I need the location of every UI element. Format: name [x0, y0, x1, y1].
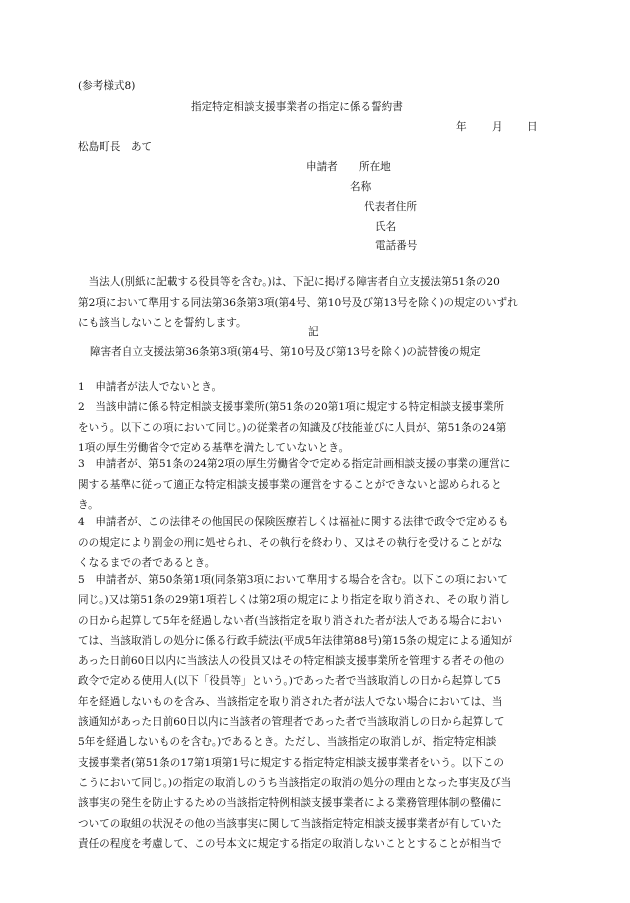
item-line: ついての取組の状況その他の当該事実に関して当該指定特定相談支援事業者が有していた: [78, 817, 502, 830]
item-line: 年を経過しないものを含み、当該指定を取り消された者が法人でない場合においては、当: [78, 695, 503, 708]
addressee: 松島町長 あて: [78, 141, 153, 153]
item-line: 政令で定める使用人(以下「役員等」という。)であった者で当該取消しの日から起算して5: [78, 675, 501, 688]
applicant-name-label: 名称: [350, 181, 372, 193]
item-line: くなるまでの者であるとき。: [78, 557, 216, 569]
item-line: 同じ。)又は第51条の29第1項若しくは第2項の規定により指定を取り消され、その取り消し: [78, 594, 510, 607]
item-2: [78, 397, 552, 459]
date-year-label: 年: [456, 121, 467, 133]
item-line: のの規定により罰金の刑に処せられ、その執行を終わり、又はその執行を受けることがな: [78, 536, 503, 549]
item-line: 5 申請者が、第50条第1項(同条第3項において準用する場合を含む。以下この項において: [78, 574, 508, 586]
applicant-label: 申請者: [306, 161, 338, 173]
phone-number-label: 電話番号: [375, 240, 418, 252]
item-5: [78, 570, 552, 854]
representative-address-label: 代表者住所: [364, 201, 417, 213]
item-line: 責任の程度を考慮して、この号本文に規定する指定の取消しないこととすることが相当で: [78, 837, 502, 850]
item-line: 1 申請者が法人でないとき。: [78, 381, 223, 393]
provisions-subheading: 障害者自立支援法第36条第3項(第4号、第10号及び第13号を除く)の読替後の規定: [90, 346, 481, 358]
item-line: あった日前60日以内に当該法人の役員又はその特定相談支援事業所を管理する者その他の: [78, 655, 505, 668]
applicant-location-label: 所在地: [359, 161, 391, 173]
oath-line: にも該当しないことを誓約します。: [78, 317, 247, 329]
item-3: [78, 454, 552, 516]
item-line: 関する基準に従って適正な特定相談支援事業の運営をすることができないと認められると: [78, 478, 502, 491]
oath-line: 第2項において準用する同法第36条第3項(第4号、第10号及び第13号を除く)の規定のいずれ: [78, 296, 518, 309]
representative-name-label: 氏名: [375, 221, 397, 233]
item-line: き。: [78, 499, 99, 511]
date-day-label: 日: [527, 121, 538, 133]
form-label: (参考様式8): [78, 80, 136, 92]
item-line: 5年を経過しないものを含む。)であるとき。ただし、当該指定の取消しが、指定特定相談: [78, 736, 497, 749]
item-line: ては、当該取消しの処分に係る行政手続法(平成5年法律第88号)第15条の規定による通知が: [78, 634, 512, 647]
ki-marker: 記: [308, 326, 319, 338]
item-line: 支援事業者(第51条の17第1項第1号に規定する指定特定相談支援事業者をいう。以下この: [78, 756, 504, 769]
item-line: 2 当該申請に係る特定相談支援事業所(第51条の20第1項に規定する特定相談支援事業所: [78, 401, 504, 413]
date-month-label: 月: [492, 121, 503, 133]
item-4: [78, 512, 552, 574]
item-line: 該事実の発生を防止するための当該指定特例相談支援事業者による業務管理体制の整備に: [78, 797, 502, 810]
item-line: こうにおいて同じ。)の指定の取消しのうち当該指定の取消の処分の理由となった事実及び当: [78, 776, 512, 789]
item-line: 該通知があった日前60日以内に当該者の管理者であった者で当該取消しの日から起算して: [78, 716, 505, 729]
item-line: 4 申請者が、この法律その他国民の保険医療若しくは福祉に関する法律で政令で定めるも: [78, 516, 509, 528]
document-title: 指定特定相談支援事業者の指定に係る誓約書: [191, 101, 403, 113]
item-line: をいう。以下この項において同じ。)の従業者の知識及び技能並びに人員が、第51条の24第: [78, 421, 507, 434]
item-1: [78, 377, 552, 398]
oath-line: 当法人(別紙に記載する役員等を含む。)は、下記に掲げる障害者自立支援法第51条の20: [78, 276, 500, 288]
item-line: 3 申請者が、第51条の24第2項の厚生労働省令で定める指定計画相談支援の事業の運営に: [78, 458, 511, 470]
item-line: の日から起算して5年を経過しない者(当該指定を取り消された者が法人である場合におい: [78, 614, 503, 627]
item-line: 1項の厚生労働省令で定める基準を満たしていないとき。: [78, 442, 350, 454]
